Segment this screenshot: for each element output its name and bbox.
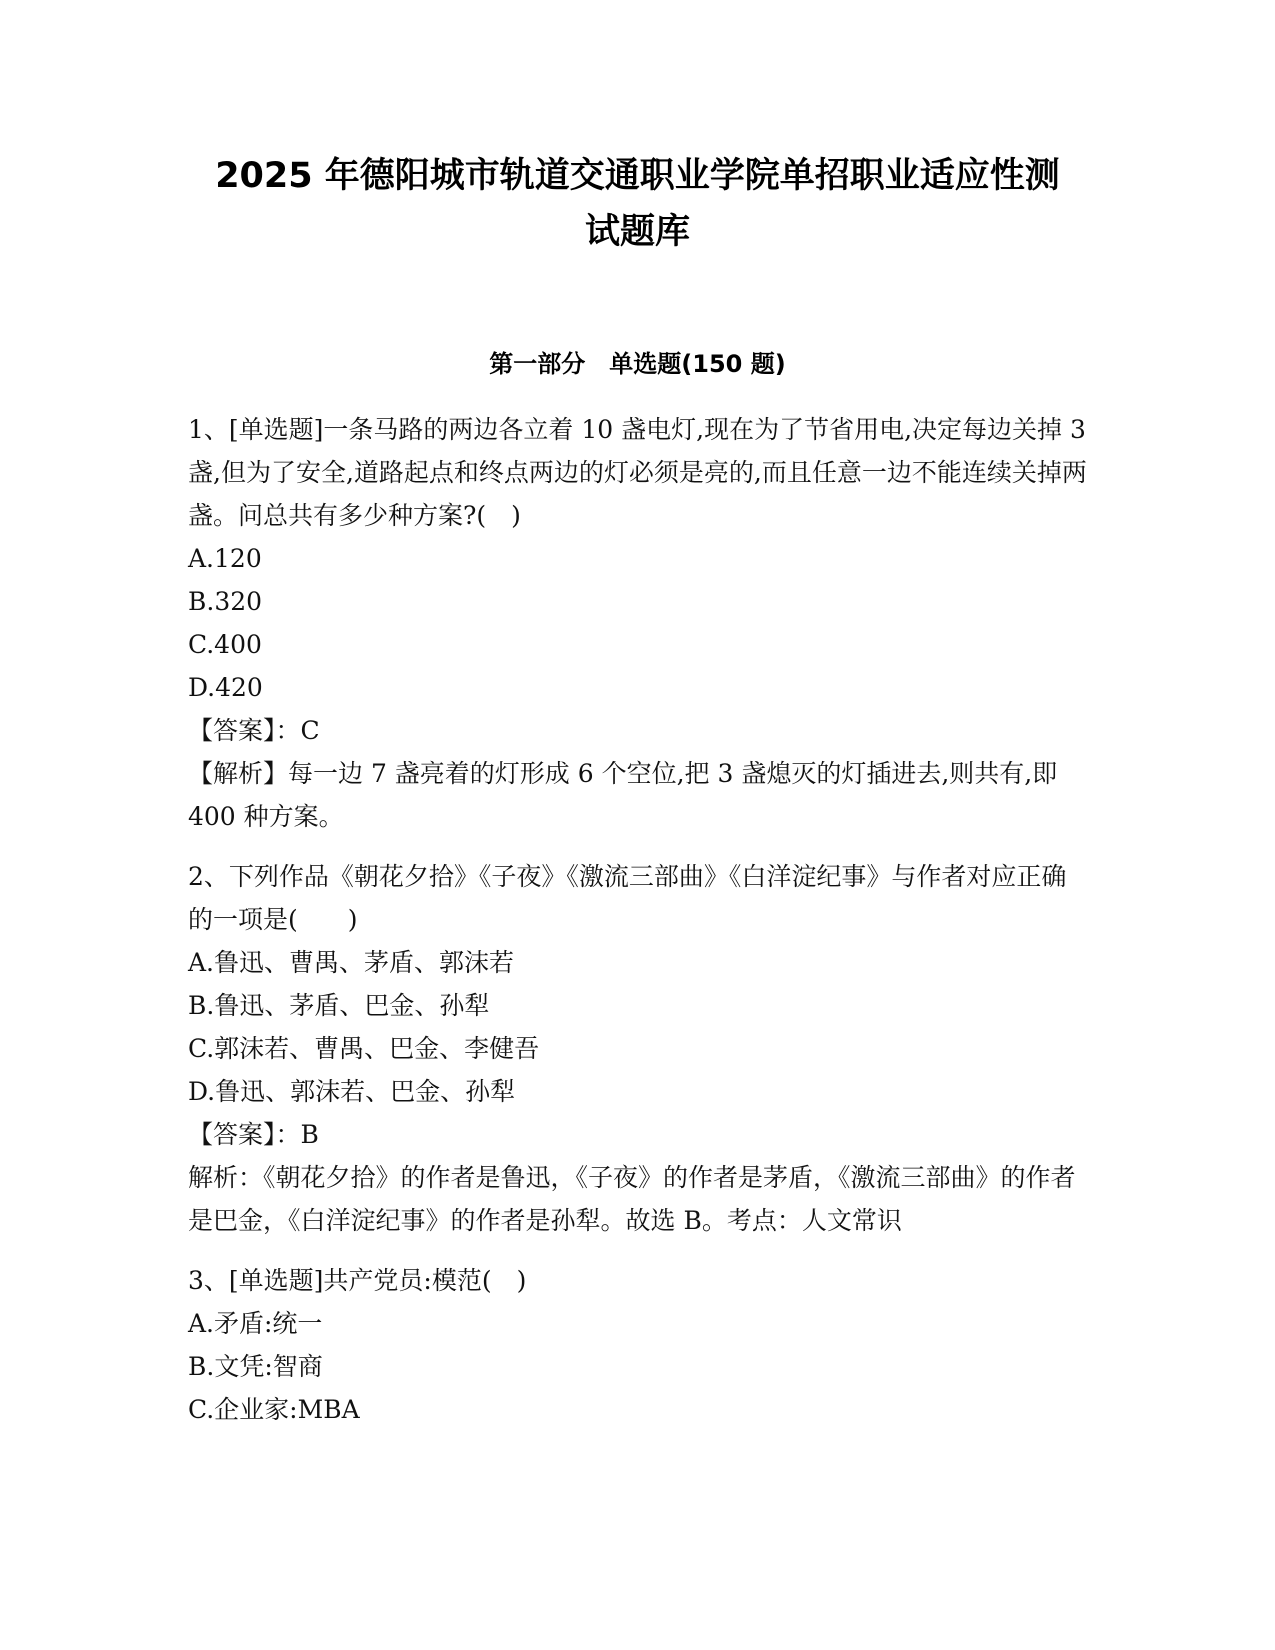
analysis: 【解析】每一边 7 盏亮着的灯形成 6 个空位,把 3 盏熄灭的灯插进去,则共有,即 400 种方案。 — [188, 759, 1058, 831]
answer: 【答案】：B — [188, 1120, 319, 1149]
answer: 【答案】：C — [188, 716, 320, 745]
analysis: 解析：《朝花夕拾》的作者是鲁迅，《子夜》的作者是茅盾，《激流三部曲》的作者是巴金，《白洋淀纪事》的作者是孙犁。故选 B。考点：人文常识 — [188, 1163, 1076, 1235]
option-d: D.420 — [188, 673, 263, 702]
document-title — [140, 148, 1135, 260]
question-stem: 1、[单选题]一条马路的两边各立着 10 盏电灯,现在为了节省用电,决定每边关掉 3 盏,但为了安全,道路起点和终点两边的灯必须是亮的,而且任意一边不能连续关掉两盏。问总共有多少种方案?( ) — [188, 415, 1087, 530]
option-a: A.鲁迅、曹禺、茅盾、郭沫若 — [188, 948, 515, 977]
title-line-1: 2025 年德阳城市轨道交通职业学院单招职业适应性测 — [215, 156, 1060, 196]
question-stem: 3、[单选题]共产党员:模范( ) — [188, 1266, 527, 1295]
option-c: C.400 — [188, 630, 262, 659]
option-a: A.矛盾:统一 — [188, 1309, 323, 1338]
question-1 — [188, 408, 1088, 838]
option-c: C.郭沫若、曹禺、巴金、李健吾 — [188, 1034, 540, 1063]
option-b: B.320 — [188, 587, 263, 616]
option-a: A.120 — [188, 544, 262, 573]
question-3 — [188, 1259, 1088, 1431]
question-2 — [188, 855, 1088, 1242]
section-heading: 第一部分 单选题(150 题) — [489, 350, 786, 378]
option-b: B.鲁迅、茅盾、巴金、孙犁 — [188, 991, 490, 1020]
option-d: D.鲁迅、郭沫若、巴金、孙犁 — [188, 1077, 516, 1106]
question-stem: 2、下列作品《朝花夕拾》《子夜》《激流三部曲》《白洋淀纪事》与作者对应正确的一项是( ) — [188, 862, 1067, 934]
title-line-2: 试题库 — [584, 212, 690, 252]
option-b: B.文凭:智商 — [188, 1352, 323, 1381]
option-c: C.企业家:MBA — [188, 1395, 360, 1424]
question-list — [188, 408, 1088, 1448]
